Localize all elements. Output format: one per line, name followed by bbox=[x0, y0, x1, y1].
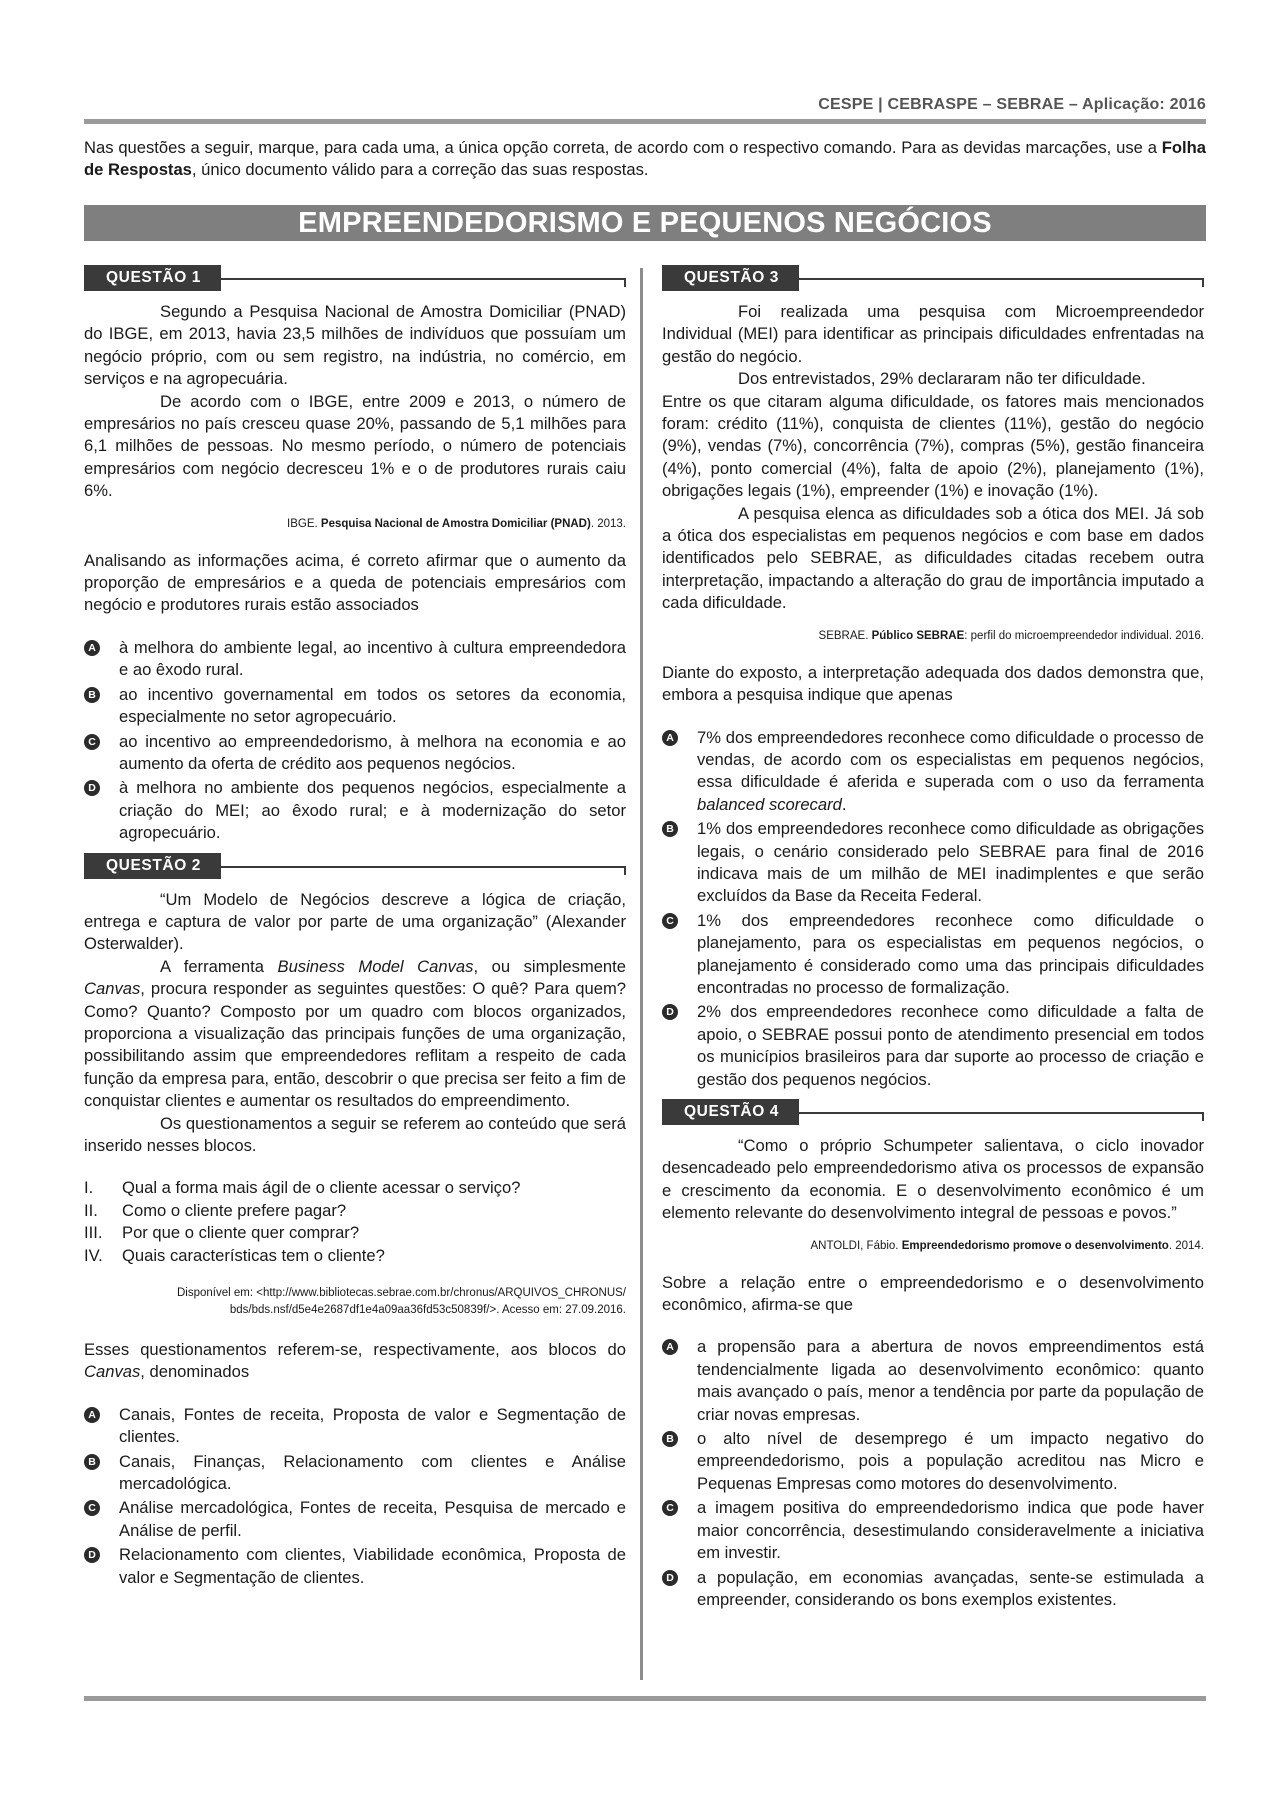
question-2-label: QUESTÃO 2 bbox=[84, 853, 221, 879]
q1-option-d[interactable]: D à melhora no ambiente dos pequenos negócios, especialmente a criação do MEI; ao êxodo rural; e à modernização do setor agropecuário. bbox=[84, 777, 626, 844]
q1-option-c[interactable]: C ao incentivo ao empreendedorismo, à melhora na economia e ao aumento da oferta de crédito aos pequenos negócios. bbox=[84, 731, 626, 776]
q2-option-a[interactable]: A Canais, Fontes de receita, Proposta de valor e Segmentação de clientes. bbox=[84, 1404, 626, 1449]
exam-header: CESPE | CEBRASPE – SEBRAE – Aplicação: 2016 bbox=[818, 96, 1206, 113]
option-d-marker: D bbox=[662, 1004, 678, 1020]
q3-option-d[interactable]: D 2% dos empreendedores reconhece como dificuldade a falta de apoio, o SEBRAE possui ponto de atendimento presencial em todos os municípios brasileiros para dar suporte ao processo de criação e gestão dos pequenos negócios. bbox=[662, 1001, 1204, 1091]
q4-option-d[interactable]: D a população, em economias avançadas, sente-se estimulada a empreender, considerando os bons exemplos existentes. bbox=[662, 1567, 1204, 1612]
question-2-header bbox=[84, 853, 626, 879]
question-1-label: QUESTÃO 1 bbox=[84, 265, 221, 291]
option-a-marker: A bbox=[84, 640, 100, 656]
q1-paragraph-2: De acordo com o IBGE, entre 2009 e 2013, o número de empresários no país cresceu quase 20%, passando de 5,1 milhões para 6,1 milhões de pessoas. No mesmo período, o número de potenciais empresários com negócio decresceu 1% e o de produtores rurais caiu 6%. bbox=[84, 391, 626, 501]
q4-option-b[interactable]: B o alto nível de desemprego é um impacto negativo do empreendedorismo, pois a população acreditou nas Micro e Pequenas Empresas como motores do desenvolvimento. bbox=[662, 1428, 1204, 1495]
question-4-label: QUESTÃO 4 bbox=[662, 1099, 799, 1125]
answer-sheet-emphasis: Folha de Respostas bbox=[84, 138, 1206, 179]
option-b-marker: B bbox=[662, 821, 678, 837]
option-d-marker: D bbox=[662, 1570, 678, 1586]
option-b-marker: B bbox=[662, 1431, 678, 1447]
option-c-marker: C bbox=[84, 1500, 100, 1516]
left-column bbox=[84, 265, 626, 1591]
q1-option-a[interactable]: A à melhora do ambiente legal, ao incentivo à cultura empreendedora e ao êxodo rural. bbox=[84, 637, 626, 682]
option-b-marker: B bbox=[84, 1454, 100, 1470]
q3-paragraph-3: Entre os que citaram alguma dificuldade, os fatores mais mencionados foram: crédito (11%), conquista de clientes (11%), gestão do negócio (9%), vendas (7%), concorrência (7%), compras (5%), gestão financeira (4%), ponto comercial (4%), falta de apoio (2%), planejamento (1%), obrigações legais (1%), empreender (1%) e inovação (1%). bbox=[662, 391, 1204, 501]
q2-paragraph-1: “Um Modelo de Negócios descreve a lógica de criação, entrega e captura de valor por parte de uma organização” (Alexander Osterwalder). bbox=[84, 889, 626, 954]
column-divider bbox=[640, 268, 643, 1680]
option-a-marker: A bbox=[662, 1339, 678, 1355]
option-a-marker: A bbox=[662, 730, 678, 746]
q2-option-b[interactable]: B Canais, Finanças, Relacionamento com clientes e Análise mercadológica. bbox=[84, 1451, 626, 1496]
instructions: Nas questões a seguir, marque, para cada uma, a única opção correta, de acordo com o respectivo comando. Para as devidas marcações, use a Folha de Respostas, único documento válido para a correção das suas respostas. bbox=[84, 138, 1206, 179]
q2-item-1: I. Qual a forma mais ágil de o cliente acessar o serviço? bbox=[84, 1178, 521, 1198]
q3-paragraph-1: Foi realizada uma pesquisa com Microempreendedor Individual (MEI) para identificar as principais dificuldades enfrentadas na gestão do negócio. bbox=[662, 302, 1204, 366]
question-1-header bbox=[84, 265, 626, 291]
question-3-label: QUESTÃO 3 bbox=[662, 265, 799, 291]
q1-option-b[interactable]: B ao incentivo governamental em todos os setores da economia, especialmente no setor agropecuário. bbox=[84, 684, 626, 729]
question-4-header bbox=[662, 1099, 1204, 1125]
q3-paragraph-2: Dos entrevistados, 29% declararam não ter dificuldade. bbox=[738, 369, 1146, 389]
q3-option-b[interactable]: B 1% dos empreendedores reconhece como dificuldade as obrigações legais, o cenário considerado pelo SEBRAE para final de 2016 indicava mais de um milhão de MEI inadimplentes e que serão excluídos da Base da Receita Federal. bbox=[662, 818, 1204, 908]
q4-paragraph-1: “Como o próprio Schumpeter salientava, o ciclo inovador desencadeado pelo empreendedorismo ativa os processos de expansão e crescimento da economia. E o desenvolvimento econômico é um elemento relevante do desenvolvimento integral de pessoas e povos.” bbox=[662, 1136, 1204, 1223]
q4-option-c[interactable]: C a imagem positiva do empreendedorismo indica que pode haver maior concorrência, desestimulando consideravelmente a iniciativa em investir. bbox=[662, 1497, 1204, 1564]
option-b-marker: B bbox=[84, 687, 100, 703]
q2-stem: Esses questionamentos referem-se, respectivamente, aos blocos do Canvas, denominados bbox=[84, 1340, 626, 1382]
option-c-marker: C bbox=[662, 1500, 678, 1516]
q2-option-d[interactable]: D Relacionamento com clientes, Viabilidade econômica, Proposta de valor e Segmentação de clientes. bbox=[84, 1544, 626, 1589]
q2-item-4: IV. Quais características tem o cliente? bbox=[84, 1245, 385, 1265]
option-a-marker: A bbox=[84, 1407, 100, 1423]
q3-paragraph-4: A pesquisa elenca as dificuldades sob a ótica dos MEI. Já sob a ótica dos especialistas em pequenos negócios e com base em dados identificados pelo SEBRAE, as dificuldades citadas recebem outra interpretação, impactando a alteração do grau de importância imputado a cada dificuldade. bbox=[662, 503, 1204, 613]
header-rule bbox=[84, 119, 1206, 124]
q2-paragraph-3: Os questionamentos a seguir se referem ao conteúdo que será inserido nesses blocos. bbox=[84, 1113, 626, 1155]
q2-paragraph-2: A ferramenta Business Model Canvas, ou simplesmente Canvas, procura responder as seguintes questões: O quê? Para quem? Como? Quanto? Composto por um quadro com blocos organizados, proporciona a visualização das principais funções de uma organização, possibilitando assim que empreendedores reflitam a respeito de cada função da empresa para, então, descobrir o que precisa ser feito a fim de conquistar clientes e aumentar os resultados do empreendimento. bbox=[84, 956, 626, 1111]
q1-stem: Analisando as informações acima, é correto afirmar que o aumento da proporção de empresários e a queda de potenciais empresários com negócio e produtores rurais estão associados bbox=[84, 550, 626, 615]
section-banner: EMPREENDEDORISMO E PEQUENOS NEGÓCIOS bbox=[84, 205, 1206, 241]
q3-source: SEBRAE. Público SEBRAE: perfil do microempreendedor individual. 2016. bbox=[818, 629, 1204, 642]
q4-option-a[interactable]: A a propensão para a abertura de novos empreendimentos está tendencialmente ligada ao desenvolvimento econômico: quanto mais avançado o país, menor a tendência por parte da população de criar novas empresas. bbox=[662, 1336, 1204, 1426]
right-column bbox=[662, 265, 1204, 1613]
option-c-marker: C bbox=[662, 913, 678, 929]
q3-stem: Diante do exposto, a interpretação adequada dos dados demonstra que, embora a pesquisa indique que apenas bbox=[662, 662, 1204, 705]
q4-stem: Sobre a relação entre o empreendedorismo e o desenvolvimento econômico, afirma-se que bbox=[662, 1272, 1204, 1315]
q3-option-c[interactable]: C 1% dos empreendedores reconhece como dificuldade o planejamento, para os especialistas em pequenos negócios, o planejamento é considerado como uma das principais dificuldades encontradas no processo de formalização. bbox=[662, 910, 1204, 1000]
q4-source: ANTOLDI, Fábio. Empreendedorismo promove o desenvolvimento. 2014. bbox=[810, 1239, 1204, 1252]
q2-source: Disponível em: <http://www.bibliotecas.sebrae.com.br/chronus/ARQUIVOS_CHRONUS/ bds/bds.nsf/d5e4e2687df1e4a09aa36fd53c50839f/>. Acesso em: 27.09.2016. bbox=[177, 1287, 626, 1317]
question-3-header bbox=[662, 265, 1204, 291]
q2-item-3: III. Por que o cliente quer comprar? bbox=[84, 1223, 360, 1243]
q3-option-a[interactable]: A 7% dos empreendedores reconhece como dificuldade o processo de vendas, de acordo com os especialistas em pequenos negócios, essa dificuldade é aferida e superada com o uso da ferramenta balanced scorecard. bbox=[662, 727, 1204, 817]
q1-paragraph-1: Segundo a Pesquisa Nacional de Amostra Domiciliar (PNAD) do IBGE, em 2013, havia 23,5 milhões de indivíduos que possuíam um negócio próprio, com ou sem registro, na indústria, no comércio, em serviços e na agropecuária. bbox=[84, 302, 626, 389]
option-c-marker: C bbox=[84, 734, 100, 750]
option-d-marker: D bbox=[84, 1547, 100, 1563]
option-d-marker: D bbox=[84, 780, 100, 796]
footer-rule bbox=[84, 1696, 1206, 1701]
q1-source: IBGE. Pesquisa Nacional de Amostra Domiciliar (PNAD). 2013. bbox=[287, 517, 626, 530]
q2-item-2: II. Como o cliente prefere pagar? bbox=[84, 1200, 347, 1220]
q2-option-c[interactable]: C Análise mercadológica, Fontes de receita, Pesquisa de mercado e Análise de perfil. bbox=[84, 1497, 626, 1542]
